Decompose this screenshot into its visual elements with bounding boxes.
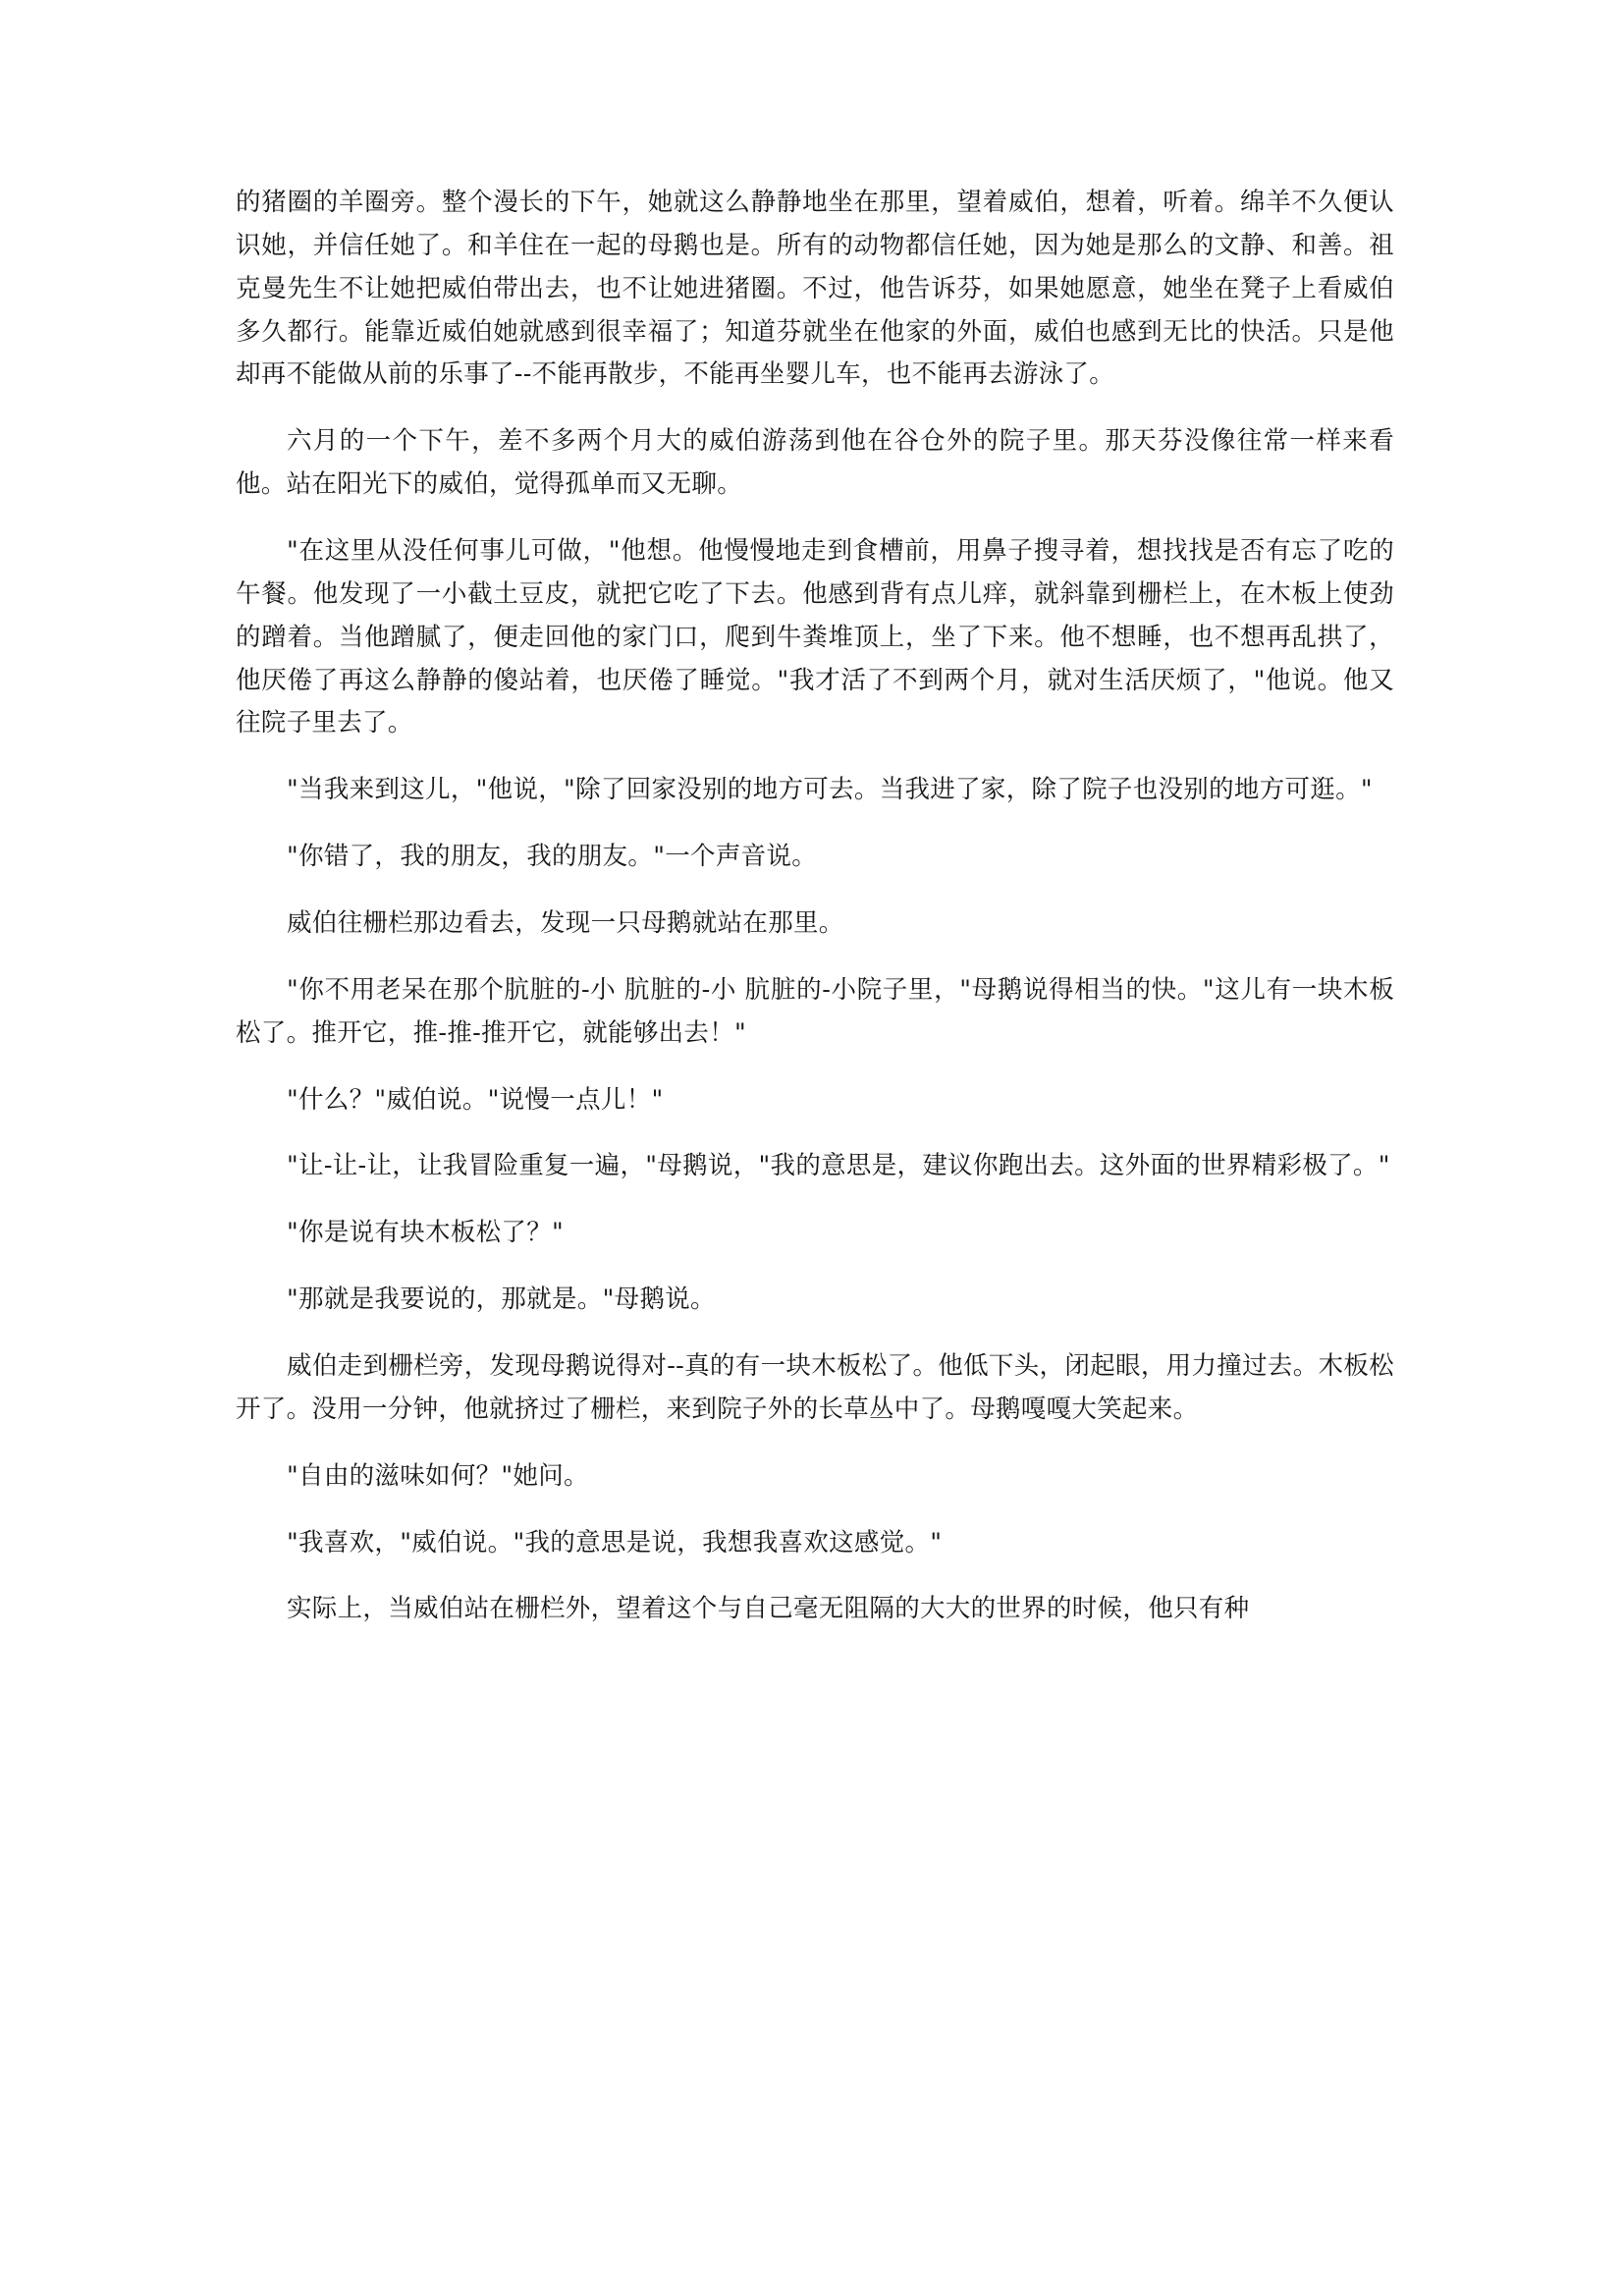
paragraph: "你不用老呆在那个肮脏的-小 肮脏的-小 肮脏的-小院子里，"母鹅说得相当的快。"这儿有一块木板松了。推开它，推-推-推开它，就能够出去！": [236, 974, 1394, 1048]
paragraph: "你错了，我的朋友，我的朋友。"一个声音说。: [287, 842, 818, 872]
paragraph: 的猪圈的羊圈旁。整个漫长的下午，她就这么静静地坐在那里，望着威伯，想着，听着。绵羊不久便认识她，并信任她了。和羊住在一起的母鹅也是。所有的动物都信任她，因为她是那么的文静、和善。祖克曼先生不让她把威伯带出去，也不让她进猪圈。不过，他告诉芬，如果她愿意，她坐在凳子上看威伯多久都行。能靠近威伯她就感到很幸福了；知道芬就坐在他家的外面，威伯也感到无比的快活。只是他却再不能做从前的乐事了--不能再散步，不能再坐婴儿车，也不能再去游泳了。: [236, 188, 1394, 390]
paragraph: "那就是我要说的，那就是。"母鹅说。: [287, 1285, 716, 1315]
paragraph: 威伯往栅栏那边看去，发现一只母鹅就站在那里。: [287, 908, 844, 939]
paragraph: "在这里从没任何事儿可做，"他想。他慢慢地走到食槽前，用鼻子搜寻着，想找找是否有忘了吃的午餐。他发现了一小截土豆皮，就把它吃了下去。他感到背有点儿痒，就斜靠到栅栏上，在木板上使劲的蹭着。当他蹭腻了，便走回他的家门口，爬到牛粪堆顶上，坐了下来。他不想睡，也不想再乱拱了，他厌倦了再这么静静的傻站着，也厌倦了睡觉。"我才活了不到两个月，就对生活厌烦了，"他说。他又往院子里去了。: [236, 536, 1394, 738]
paragraph: 威伯走到栅栏旁，发现母鹅说得对--真的有一块木板松了。他低下头，闭起眼，用力撞过去。木板松开了。没用一分钟，他就挤过了栅栏，来到院子外的长草丛中了。母鹅嘎嘎大笑起来。: [236, 1351, 1394, 1424]
paragraph: "当我来到这儿，"他说，"除了回家没别的地方可去。当我进了家，除了院子也没别的地方可逛。": [287, 775, 1373, 805]
paragraph: "自由的滋味如何？"她问。: [287, 1460, 589, 1491]
paragraph: "什么？"威伯说。"说慢一点儿！": [287, 1084, 664, 1115]
paragraph: 实际上，当威伯站在栅栏外，望着这个与自己毫无阻隔的大大的世界的时候，他只有种: [287, 1594, 1250, 1624]
paragraph: "你是说有块木板松了？": [287, 1218, 565, 1248]
text-column: [236, 182, 1394, 1655]
paragraph: "让-让-让，让我冒险重复一遍，"母鹅说，"我的意思是，建议你跑出去。这外面的世界精彩极了。": [287, 1151, 1390, 1181]
paragraph: "我喜欢，"威伯说。"我的意思是说，我想我喜欢这感觉。": [287, 1527, 943, 1558]
paragraph: 六月的一个下午，差不多两个月大的威伯游荡到他在谷仓外的院子里。那天芬没像往常一样来看他。站在阳光下的威伯，觉得孤单而又无聊。: [236, 426, 1394, 500]
